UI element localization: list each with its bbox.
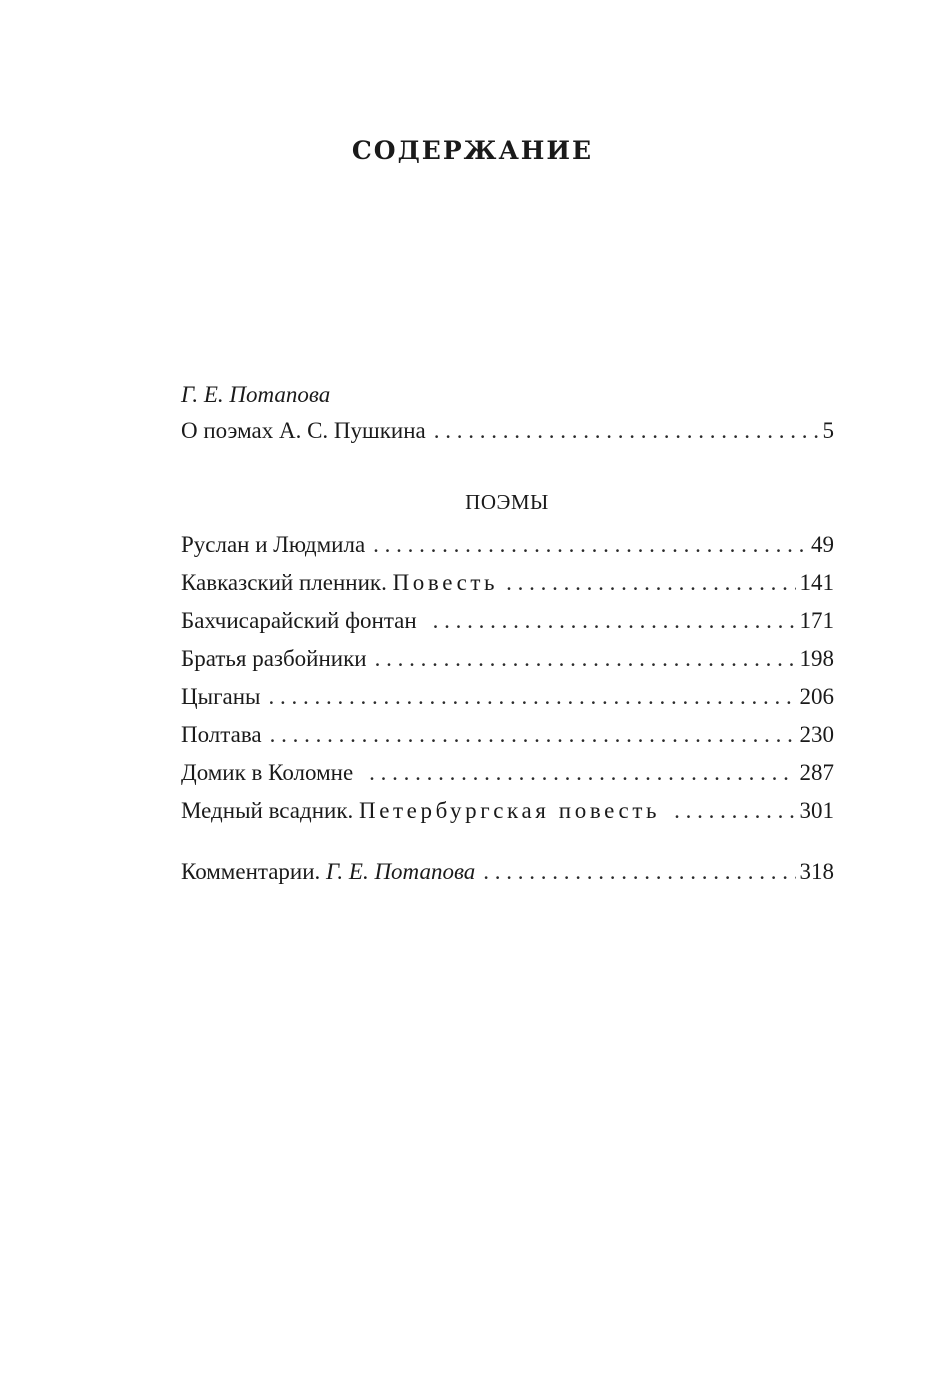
toc-entry-main-title: Медный всадник. bbox=[181, 798, 354, 823]
toc-entry-page: 5 bbox=[822, 418, 834, 443]
toc-entry-kavkazsky[interactable] bbox=[181, 570, 834, 600]
toc-entry-title: Руслан и Людмила bbox=[181, 532, 366, 557]
toc-leader-dots bbox=[369, 760, 795, 786]
toc-entry-ruslan[interactable] bbox=[181, 532, 834, 562]
toc-entry-title: Полтава bbox=[181, 722, 262, 747]
toc-leader-dots bbox=[375, 646, 796, 672]
toc-entry-page: 301 bbox=[799, 798, 834, 823]
toc-entry-subtitle: Петербургская повесть bbox=[359, 798, 661, 823]
toc-entry-title: Бахчисарайский фонтан bbox=[181, 608, 417, 633]
toc-entry-bratya[interactable] bbox=[181, 646, 834, 676]
toc-entry-page: 198 bbox=[799, 646, 834, 671]
toc-entry-page: 230 bbox=[799, 722, 834, 747]
toc-entry-domik[interactable] bbox=[181, 760, 834, 790]
toc-entry-page: 318 bbox=[799, 859, 834, 884]
toc-entry-subtitle: Повесть bbox=[392, 570, 499, 595]
toc-entry-poltava[interactable] bbox=[181, 722, 834, 752]
toc-leader-dots bbox=[268, 684, 795, 710]
toc-leader-dots bbox=[674, 798, 795, 824]
toc-leader-dots bbox=[483, 859, 795, 885]
toc-entry-title bbox=[181, 798, 660, 824]
toc-entry-page: 287 bbox=[799, 760, 834, 785]
toc-entry-tsygany[interactable] bbox=[181, 684, 834, 714]
toc-entry-medny[interactable] bbox=[181, 798, 834, 828]
toc-leader-dots bbox=[434, 418, 819, 444]
toc-entry-page: 171 bbox=[799, 608, 834, 633]
section-heading: ПОЭМЫ bbox=[465, 490, 549, 514]
toc-entry-page: 141 bbox=[799, 570, 834, 595]
toc-entry-intro[interactable] bbox=[181, 418, 834, 448]
toc-entry-commentary[interactable] bbox=[181, 859, 834, 889]
toc-entry-title bbox=[181, 859, 475, 885]
intro-author: Г. Е. Потапова bbox=[181, 382, 331, 407]
toc-entry-main-title: Кавказский пленник. bbox=[181, 570, 387, 595]
toc-leader-dots bbox=[433, 608, 796, 634]
toc-entry-title bbox=[181, 570, 498, 596]
toc-entry-page: 206 bbox=[799, 684, 834, 709]
toc-entry-page: 49 bbox=[811, 532, 834, 557]
toc-entry-title: Домик в Коломне bbox=[181, 760, 354, 785]
toc-entry-title: О поэмах А. С. Пушкина bbox=[181, 418, 426, 443]
toc-entry-title: Братья разбойники bbox=[181, 646, 367, 671]
toc-entry-main-title: Комментарии. bbox=[181, 859, 321, 884]
toc-leader-dots bbox=[270, 722, 796, 748]
toc-entry-title: Цыганы bbox=[181, 684, 261, 709]
toc-leader-dots bbox=[373, 532, 807, 558]
toc-leader-dots bbox=[506, 570, 795, 596]
toc-entry-author: Г. Е. Потапова bbox=[326, 859, 476, 884]
toc-entry-bakhchisaray[interactable] bbox=[181, 608, 834, 638]
page-title: СОДЕРЖАНИЕ bbox=[351, 136, 594, 165]
